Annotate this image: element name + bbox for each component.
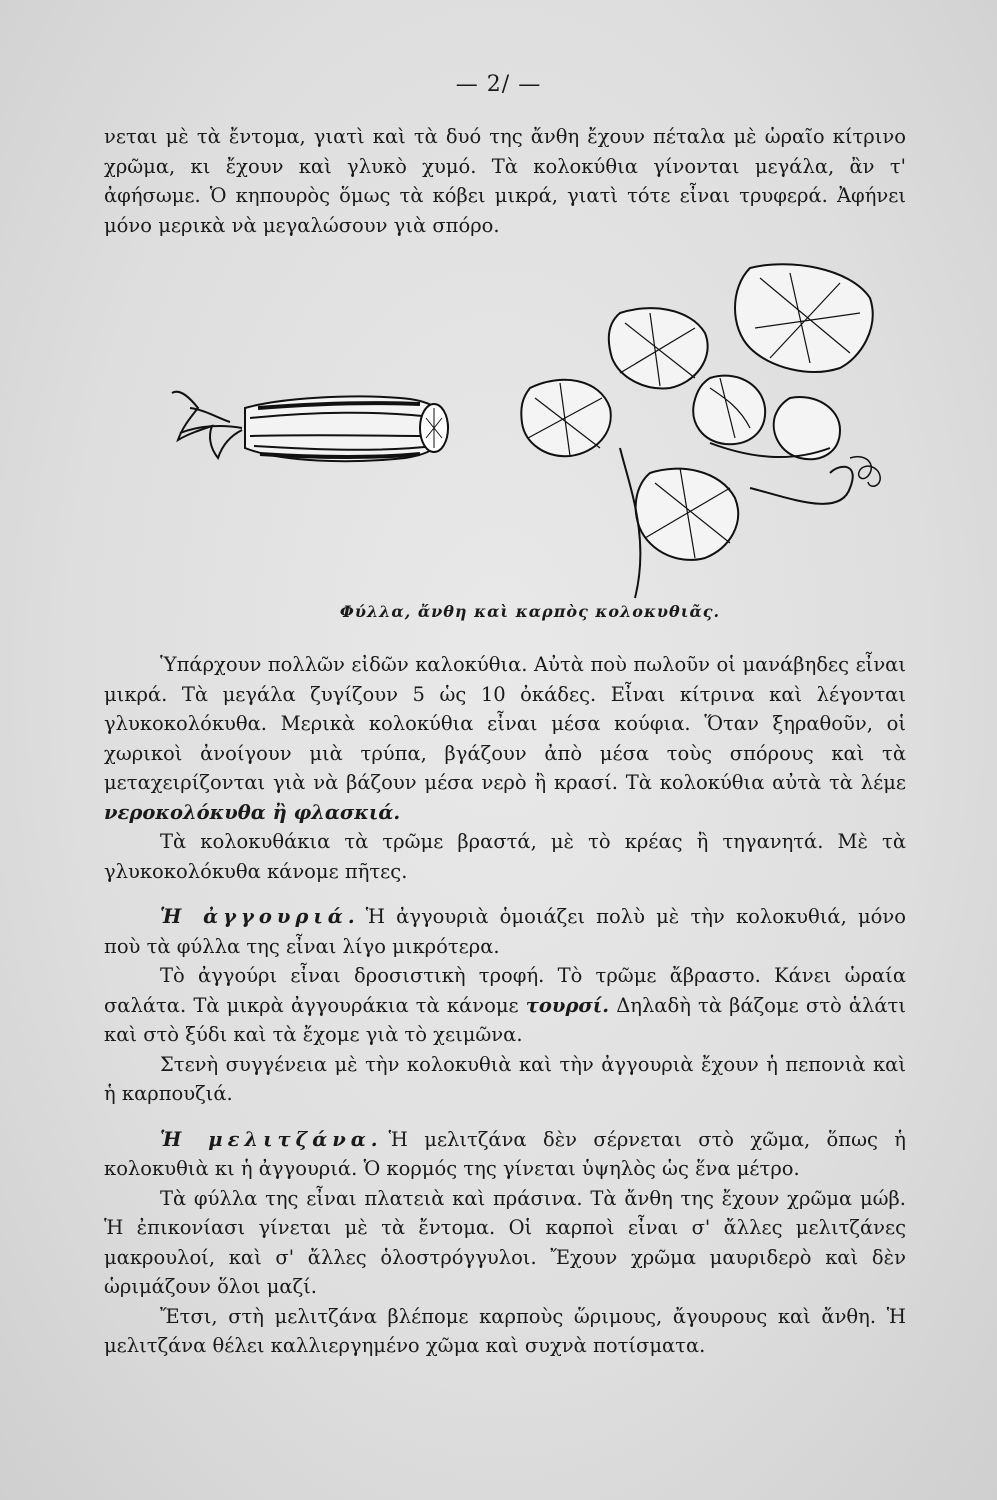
- top-paragraph: νεται μὲ τὰ ἔντομα, γιατὶ καὶ τὰ δυό της ἄνθη ἔχουν πέταλα μὲ ὡραῖο κίτρινο χρῶμα, κι ἔχουν καὶ γλυκὸ χυμό. Τὰ κολοκύθια γίνονται μεγάλα, ἂν τ' ἀφήσωμε. Ὁ κηπουρὸς ὅμως τὰ κόβει μικρά, γιατὶ τότε εἶναι τρυφερά. Ἀφήνει μόνο μερικὰ νὰ μεγαλώσουν γιὰ σπόρο.: [104, 125, 906, 237]
- eggplant-leaves-paragraph: Τὰ φύλλα της εἶναι πλατειὰ καὶ πράσινα. Τὰ ἄνθη της ἔχουν χρῶμα μώβ. Ἡ ἐπικονίασι γίνεται μὲ τὰ ἔντομα. Οἱ καρποὶ εἶναι σ' ἄλλες μελιτζάνες μακρουλοί, καὶ σ' ἄλλες ὁλοστρόγγυλοι. Ἔχουν χρῶμα μαυριδερὸ καὶ δὲν ὡριμάζουν ὅλοι μαζί.: [104, 1186, 906, 1298]
- top-paragraph-block: [104, 122, 906, 240]
- eggplant-intro-paragraph: [104, 1125, 906, 1184]
- squash-term: νεροκολόκυθα ἢ φλασκιά.: [104, 800, 401, 824]
- eggplant-intro-text: Ἡ μελιτζάνα δὲν σέρνεται στὸ χῶμα, ὅπως ἡ κολοκυθιὰ κι ἡ ἀγγουριά. Ὁ κορμός της γίνεται ὑψηλὸς ὡς ἕνα μέτρο.: [104, 1127, 906, 1180]
- page-number: — 2/ —: [455, 72, 542, 97]
- main-text-block: [104, 650, 906, 1361]
- cucumber-food-paragraph: [104, 961, 906, 1050]
- relatives-paragraph: Στενὴ συγγένεια μὲ τὴν κολοκυθιὰ καὶ τὴν ἀγγουριὰ ἔχουν ἡ πεπονιὰ καὶ ἡ καρπουζιά.: [104, 1052, 906, 1105]
- squash-varieties-paragraph: [104, 650, 906, 827]
- figure-caption: Φύλλα, ἄνθη καὶ καρπὸς κολοκυθιᾶς.: [339, 602, 721, 621]
- squash-plant-illustration: [150, 258, 910, 608]
- cucumber-food-term: τουρσί.: [525, 993, 610, 1017]
- eggplant-closing-paragraph: Ἔτσι, στὴ μελιτζάνα βλέπομε καρποὺς ὥριμους, ἄγουρους καὶ ἄνθη. Ἡ μελιτζάνα θέλει καλλιεργημένο χῶμα καὶ συχνὰ ποτίσματα.: [104, 1304, 906, 1357]
- squash-varieties-text: Ὑπάρχουν πολλῶν εἰδῶν καλοκύθια. Αὐτὰ ποὺ πωλοῦν οἱ μανάβηδες εἶναι μικρά. Τὰ μεγάλα ζυγίζουν 5 ὡς 10 ὀκάδες. Εἶναι κίτρινα καὶ λέγονται γλυκοκολόκυθα. Μερικὰ κολοκύθια εἶναι μέσα κούφια. Ὅταν ξηραθοῦν, οἱ χωρικοὶ ἀνοίγουν μιὰ τρύπα, βγάζουν ἀπὸ μέσα τοὺς σπόρους καὶ τὰ μεταχειρίζονται γιὰ νὰ βάζουν μέσα νερὸ ἢ κρασί. Τὰ κολοκύθια αὐτὰ τὰ λέμε: [104, 653, 906, 794]
- eggplant-heading: Ἡ μελιτζάνα.: [160, 1127, 383, 1151]
- cucumber-heading: Ἡ ἀγγουριά.: [160, 905, 360, 928]
- cucumber-intro-text: Ἡ ἀγγουριὰ ὁμοιάζει πολὺ μὲ τὴν κολοκυθιά, μόνο ποὺ τὰ φύλλα της εἶναι λίγο μικρότερα.: [104, 905, 906, 958]
- cucumber-intro-paragraph: [104, 902, 906, 961]
- cucumber-food-text: Τὸ ἀγγούρι εἶναι δροσιστικὴ τροφή. Τὸ τρῶμε ἄβραστο. Κάνει ὡραία σαλάτα. Τὰ μικρὰ ἀγγουράκια τὰ κάνομε: [104, 964, 906, 1017]
- zucchini-fruit-drawing: [172, 392, 448, 462]
- squash-leaves-drawing: [521, 264, 880, 598]
- cooking-paragraph: Τὰ κολοκυθάκια τὰ τρῶμε βραστά, μὲ τὸ κρέας ἢ τηγανητά. Μὲ τὰ γλυκοκολόκυθα κάνομε πῆτες.: [104, 830, 906, 883]
- cucumber-food-tail: Δηλαδὴ τὰ βάζομε στὸ ἁλάτι καὶ στὸ ξύδι καὶ τὰ ἔχομε γιὰ τὸ χειμῶνα.: [104, 993, 906, 1046]
